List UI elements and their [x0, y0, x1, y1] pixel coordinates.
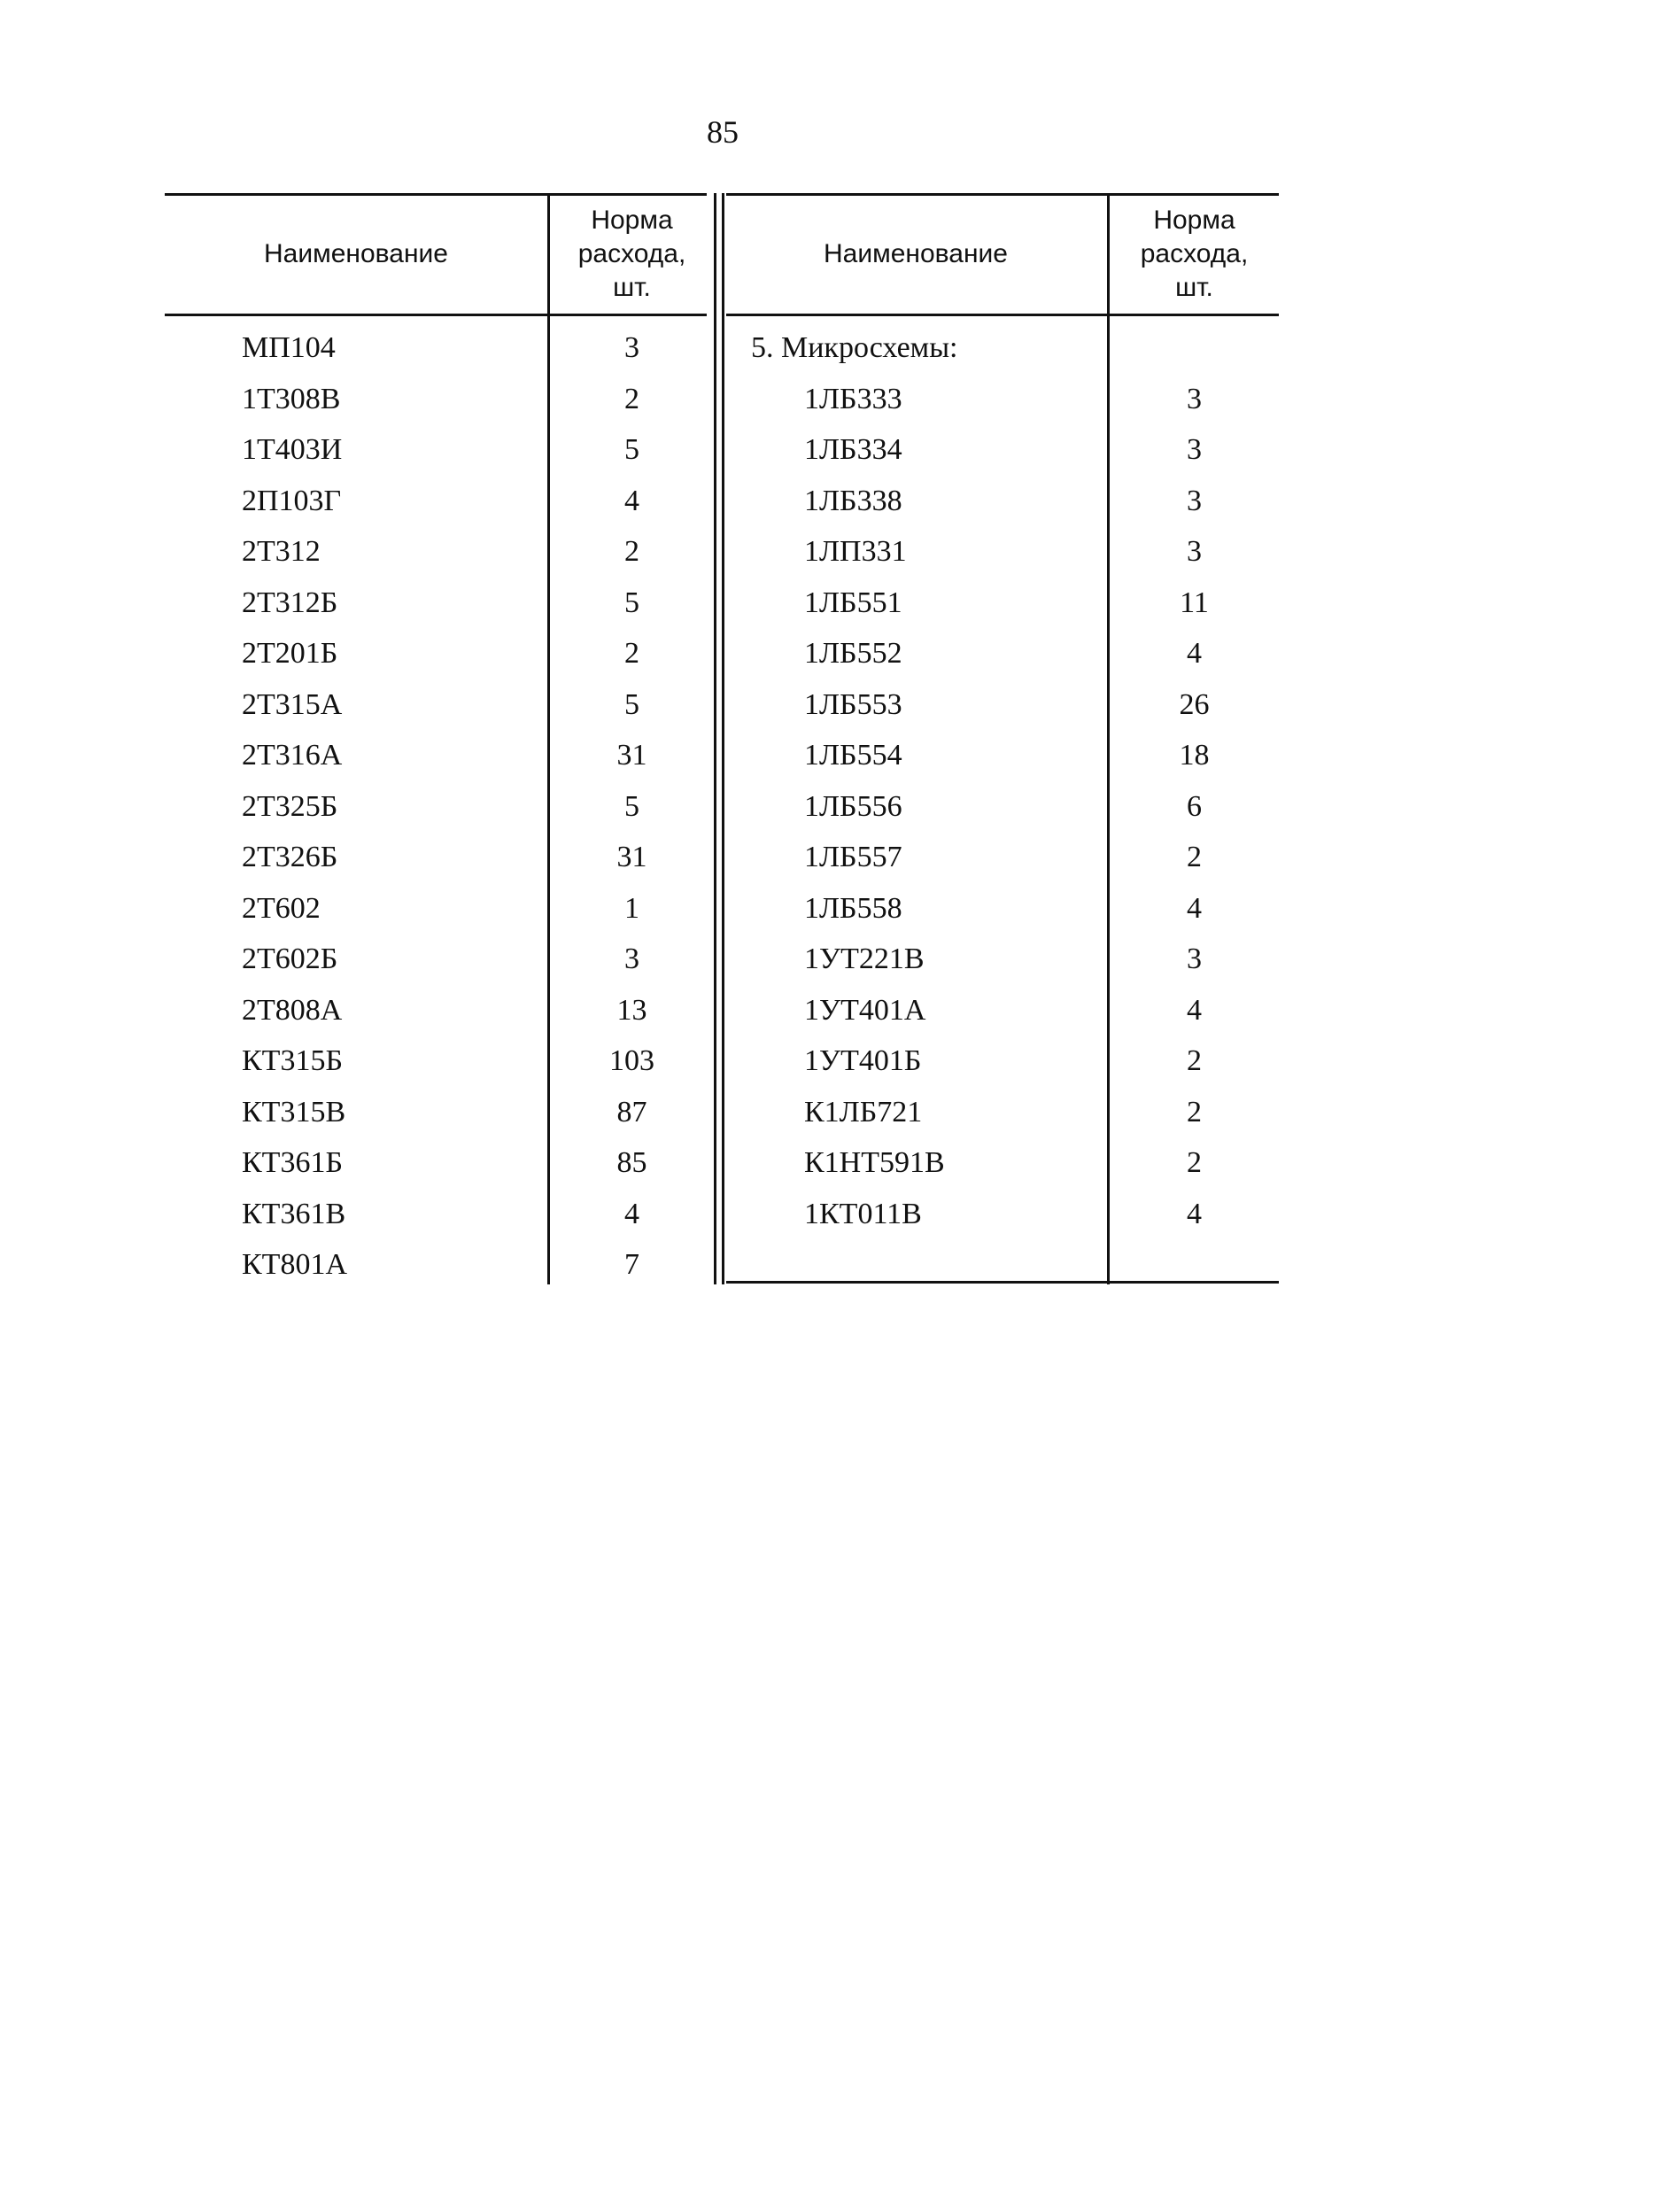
- item-name: 2Т602Б: [242, 942, 338, 975]
- item-qty: 4: [624, 1197, 639, 1230]
- table-row: [165, 1036, 1279, 1086]
- item-name: 2Т808А: [242, 993, 343, 1027]
- item-qty: 2: [624, 382, 639, 415]
- item-qty: 4: [1187, 1197, 1202, 1230]
- table-row: [165, 374, 1279, 424]
- item-name: 2Т326Б: [242, 841, 338, 873]
- item-name: 2Т312: [242, 535, 321, 568]
- header-name-right: [724, 193, 1107, 315]
- item-qty: 2: [1187, 1146, 1202, 1179]
- item-qty: 31: [616, 841, 647, 873]
- table-row: [165, 781, 1279, 832]
- table-row: [165, 1189, 1279, 1239]
- section-title-row: [165, 322, 1279, 373]
- item-name: 1ЛБ334: [804, 433, 902, 466]
- item-name: 1ЛБ558: [804, 891, 902, 925]
- item-name: 1УТ401А: [804, 993, 926, 1027]
- item-qty: 18: [1179, 739, 1210, 772]
- header-norm-left: [550, 193, 714, 315]
- item-name: 1Т308В: [242, 382, 341, 415]
- item-qty: 2: [1187, 1044, 1202, 1077]
- header-name-left: [165, 193, 547, 315]
- item-qty: 4: [1187, 993, 1202, 1027]
- item-name: КТ801А: [242, 1248, 347, 1281]
- header-norm-right: [1110, 193, 1279, 315]
- item-name: 1ЛБ553: [804, 687, 902, 721]
- item-name: 1ЛП331: [804, 535, 907, 568]
- item-name: КТ315Б: [242, 1044, 343, 1077]
- item-name: 1ЛБ333: [804, 382, 902, 415]
- item-qty: 85: [616, 1146, 647, 1179]
- item-name: 1ЛБ556: [804, 789, 902, 823]
- item-qty: 3: [1187, 382, 1202, 415]
- table-row: [165, 578, 1279, 628]
- header-name-left-text: Наименование: [264, 239, 448, 268]
- item-name: КТ361Б: [242, 1146, 343, 1179]
- item-qty: 5: [624, 789, 639, 823]
- section-title: 5. Микросхемы:: [751, 331, 958, 364]
- table-row: [165, 730, 1279, 780]
- table-row: [165, 1239, 714, 1290]
- item-name: 1УТ221В: [804, 942, 925, 975]
- item-name: 1УТ401Б: [804, 1044, 922, 1077]
- item-name: КТ361В: [242, 1197, 346, 1230]
- table-row: [165, 476, 1279, 526]
- header-norm-left-line-1: Норма: [591, 206, 673, 235]
- item-name: КТ315В: [242, 1095, 346, 1129]
- header-norm-right-line-2: расхода,: [1140, 239, 1249, 268]
- item-qty: 2: [1187, 841, 1202, 873]
- item-name: 1ЛБ557: [804, 841, 902, 873]
- item-qty: 5: [624, 433, 639, 466]
- item-name: 2Т325Б: [242, 789, 338, 823]
- table-row: [165, 1137, 1279, 1188]
- item-name: 2Т602: [242, 891, 321, 925]
- item-name: 1ЛБ554: [804, 739, 902, 772]
- table-row: [165, 424, 1279, 475]
- item-qty: 31: [616, 739, 647, 772]
- item-name: 2Т315А: [242, 687, 343, 721]
- item-qty: 103: [609, 1044, 654, 1077]
- item-qty: 2: [1187, 1095, 1202, 1129]
- item-qty: 5: [624, 586, 639, 619]
- table-row: [165, 1087, 1279, 1137]
- table-row: [165, 628, 1279, 679]
- header-norm-left-line-2: расхода,: [577, 239, 686, 268]
- item-name: К1НТ591В: [804, 1146, 945, 1179]
- item-qty: 1: [624, 891, 639, 925]
- item-qty: 3: [624, 331, 639, 364]
- header-norm-right-line-1: Норма: [1153, 206, 1235, 235]
- table-row: [165, 679, 1279, 730]
- table-row: [165, 526, 1279, 577]
- item-qty: 4: [1187, 891, 1202, 925]
- item-name: 1ЛБ552: [804, 637, 902, 670]
- item-name: 1КТ011В: [804, 1197, 922, 1230]
- item-name: 2Т316А: [242, 739, 343, 772]
- table-row: [165, 832, 1279, 882]
- table-row: [165, 883, 1279, 934]
- item-qty: 3: [624, 942, 639, 975]
- item-name: 2Т201Б: [242, 637, 338, 670]
- header-name-right-text: Наименование: [824, 239, 1008, 268]
- header-norm-right-line-3: шт.: [1175, 273, 1213, 302]
- page-number: 85: [707, 114, 739, 150]
- item-qty: 3: [1187, 535, 1202, 568]
- item-qty: 4: [624, 484, 639, 517]
- table-row: [165, 985, 1279, 1036]
- item-name: К1ЛБ721: [804, 1095, 923, 1129]
- item-name: 1Т403И: [242, 433, 343, 466]
- item-name: 1ЛБ551: [804, 586, 902, 619]
- item-qty: 11: [1180, 586, 1209, 619]
- item-qty: 2: [624, 637, 639, 670]
- item-qty: 13: [616, 993, 647, 1027]
- item-name: 1ЛБ338: [804, 484, 902, 517]
- item-qty: 2: [624, 535, 639, 568]
- item-name: 2Т312Б: [242, 586, 338, 619]
- item-qty: 3: [1187, 942, 1202, 975]
- table-row: [165, 934, 1279, 984]
- item-qty: 5: [624, 687, 639, 721]
- item-qty: 3: [1187, 484, 1202, 517]
- bottom-rule-right: [726, 1281, 1279, 1284]
- norms-table: [165, 193, 1279, 1284]
- item-qty: 7: [624, 1248, 639, 1281]
- item-qty: 26: [1179, 687, 1210, 721]
- header-norm-left-line-3: шт.: [613, 273, 651, 302]
- item-qty: 3: [1187, 433, 1202, 466]
- item-name: МП104: [242, 331, 336, 364]
- item-qty: 87: [616, 1095, 647, 1129]
- item-qty: 4: [1187, 637, 1202, 670]
- item-name: 2П103Г: [242, 484, 342, 517]
- item-qty: 6: [1187, 789, 1202, 823]
